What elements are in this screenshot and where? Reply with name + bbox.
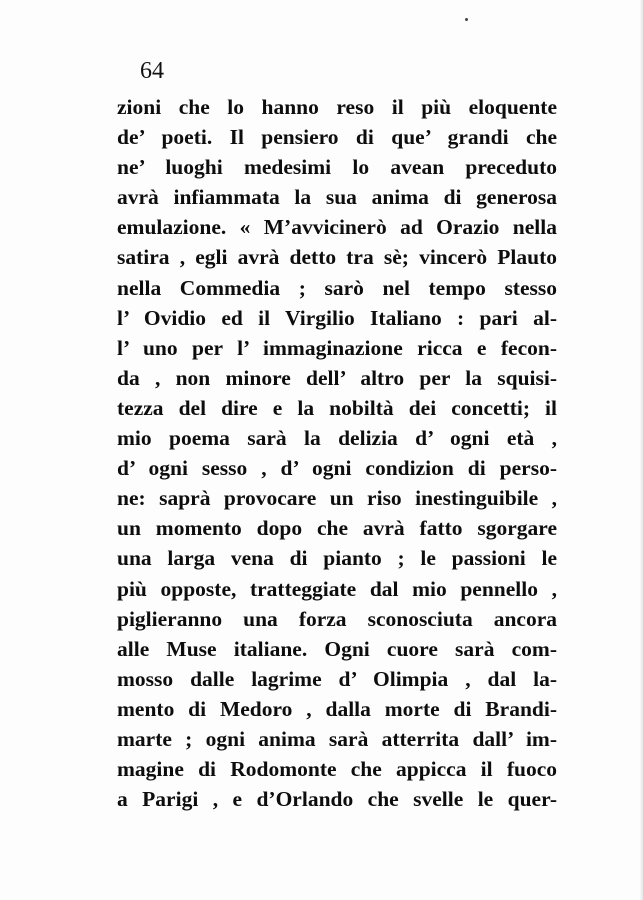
text-line: ne’ luoghi medesimi lo avean preceduto: [117, 155, 557, 180]
text-line: piglieranno una forza sconosciuta ancora: [117, 606, 557, 631]
text-line: emulazione. « M’avvicinerò ad Orazio nella: [117, 215, 557, 240]
page-number: 64: [140, 58, 164, 84]
ink-speck: [465, 18, 468, 21]
text-line: magine di Rodomonte che appicca il fuoco: [117, 757, 557, 782]
text-line: marte ; ogni anima sarà atterrita dall’ im-: [117, 726, 557, 751]
text-line: ne: saprà provocare un riso inestinguibile ,: [117, 486, 557, 511]
text-line: da , non minore dell’ altro per la squisi-: [117, 365, 557, 390]
text-line: a Parigi , e d’Orlando che svelle le quer-: [117, 787, 557, 812]
text-line: avrà infiammata la sua anima di generosa: [117, 185, 557, 210]
text-line: tezza del dire e la nobiltà dei concetti; il: [117, 395, 557, 420]
text-line: alle Muse italiane. Ogni cuore sarà com-: [117, 636, 557, 661]
text-line: de’ poeti. Il pensiero di que’ grandi che: [117, 125, 557, 150]
text-line: una larga vena di pianto ; le passioni le: [117, 546, 557, 571]
text-line: mio poema sarà la delizia d’ ogni età ,: [117, 426, 557, 451]
text-line: l’ uno per l’ immaginazione ricca e fecon-: [117, 335, 557, 360]
text-line: mento di Medoro , dalla morte di Brandi-: [117, 696, 557, 721]
text-line: nella Commedia ; sarò nel tempo stesso: [117, 275, 557, 300]
page-edge: [639, 0, 643, 900]
text-line: un momento dopo che avrà fatto sgorgare: [117, 516, 557, 541]
text-line: più opposte, tratteggiate dal mio pennello ,: [117, 576, 557, 601]
text-line: satira , egli avrà detto tra sè; vincerò Plauto: [117, 245, 557, 270]
body-text: [117, 92, 557, 814]
text-line: l’ Ovidio ed il Virgilio Italiano : pari al-: [117, 305, 557, 330]
text-line: mosso dalle lagrime d’ Olimpia , dal la-: [117, 666, 557, 691]
text-line: d’ ogni sesso , d’ ogni condizion di perso-: [117, 456, 557, 481]
text-line: zioni che lo hanno reso il più eloquente: [117, 95, 557, 119]
